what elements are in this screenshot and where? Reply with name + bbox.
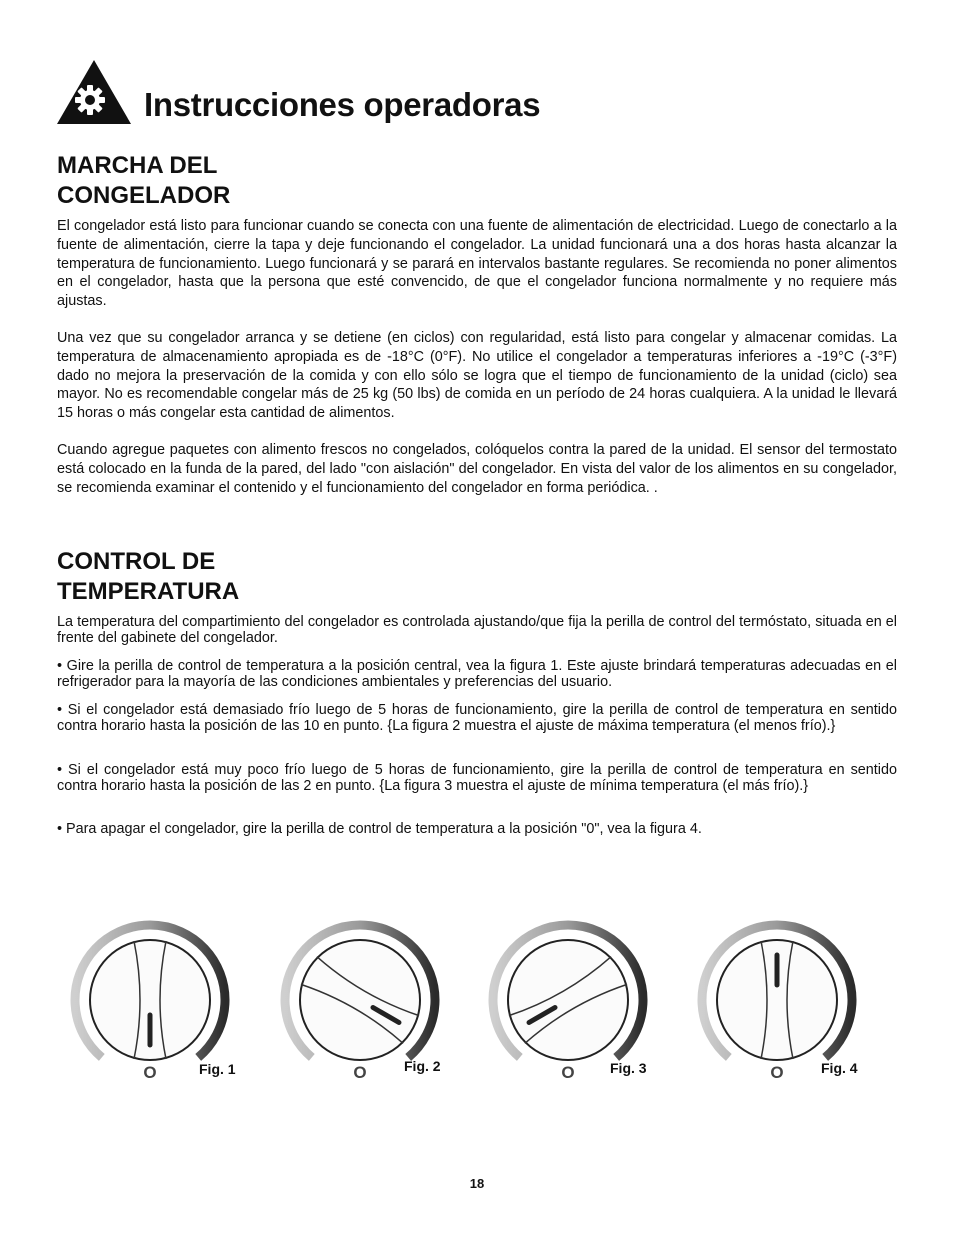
figure-label: Fig. 4 — [821, 1060, 858, 1076]
paragraph-marcha-1: El congelador está listo para funcionar cuando se conecta con una fuente de alimentación de electricidad. Luego de conectarlo a la fuente de alimentación, cierre la tapa y deje funcionando el congelador. La unidad funcionará una a dos horas hasta alcanzar la temperatura de funcionamiento. Luego funcionará y se parará en intervalos bastante regulares. Se recomienda no poner alimentos en el congelador, hasta que la persona que esté convencido, de que el congelador funciona normalmente y no requiere más ajustas. — [57, 218, 897, 310]
section-title-marcha — [57, 151, 230, 211]
warning-gear-icon — [55, 58, 133, 126]
bullet-item: • Si el congelador está muy poco frío luego de 5 horas de funcionamiento, gire la perilla de control de temperatura en sentido contra horario hasta la posición de las 2 en punto. {La figura 3 muestra el ajuste de mínima temperatura (el más frío).} — [57, 762, 897, 794]
zero-position-marker: O — [353, 1063, 367, 1082]
section-title-control — [57, 547, 239, 607]
thermostat-dial-figure — [68, 910, 268, 1085]
thermostat-dial-figure — [695, 910, 895, 1085]
thermostat-dial-figure — [278, 910, 478, 1085]
zero-position-marker: O — [770, 1063, 784, 1082]
zero-position-marker: O — [143, 1063, 157, 1082]
bullet-item: • Gire la perilla de control de temperatura a la posición central, vea la figura 1. Este ajuste brindará temperaturas adecuadas en el refrigerador para la mayoría de las condiciones ambientales y preferencias del usuario. — [57, 658, 897, 690]
section-title-line: TEMPERATURA — [57, 578, 240, 605]
figure-label: Fig. 2 — [404, 1058, 441, 1074]
section-title-line: CONTROL DE — [57, 548, 216, 575]
page-title: Instrucciones operadoras — [144, 86, 541, 123]
bullet-item: • Para apagar el congelador, gire la perilla de control de temperatura a la posición "0", vea la figura 4. — [57, 821, 702, 837]
section-title-line: CONGELADOR — [57, 182, 231, 209]
page-number: 18 — [469, 1176, 485, 1191]
bullet-item: • Si el congelador está demasiado frío luego de 5 horas de funcionamiento, gire la perilla de control de temperatura en sentido contra horario hasta la posición de las 10 en punto. {La figura 2 muestra el ajuste de máxima temperatura (el menos frío).} — [57, 702, 897, 734]
figure-label: Fig. 1 — [199, 1061, 236, 1077]
zero-position-marker: O — [561, 1063, 575, 1082]
figure-label: Fig. 3 — [610, 1060, 647, 1076]
paragraph-control-intro: La temperatura del compartimiento del congelador es controlada ajustando/que fija la perilla de control del termóstato, situada en el frente del gabinete del congelador. — [57, 614, 897, 646]
thermostat-dial-figure — [486, 910, 686, 1085]
paragraph-marcha-2: Una vez que su congelador arranca y se detiene (en ciclos) con regularidad, está listo para congelar y almacenar comidas. La temperatura de almacenamiento apropiada es de -18°C (0°F). No utilice el congelador a temperaturas inferiores a -19°C (-3°F) dado no mejora la preservación de la comida y con ello sólo se logra que el tiempo de funcionamiento de la unidad (ciclo) sea mayor. No es recomendable congelar más de 25 kg (50 lbs) de comida en un período de 24 horas cualquiera. A la unidad le llevará 15 horas o más congelar esta cantidad de alimentos. — [57, 330, 897, 422]
paragraph-marcha-3: Cuando agregue paquetes con alimento frescos no congelados, colóquelos contra la pared de la unidad. El sensor del termostato está colocado en la funda de la pared, del lado "con aislación" del congelador. En vista del valor de los alimentos en su congelador, se recomienda examinar el contenido y el funcionamiento del congelador en forma periódica. . — [57, 442, 897, 496]
section-title-line: MARCHA DEL — [57, 152, 218, 179]
